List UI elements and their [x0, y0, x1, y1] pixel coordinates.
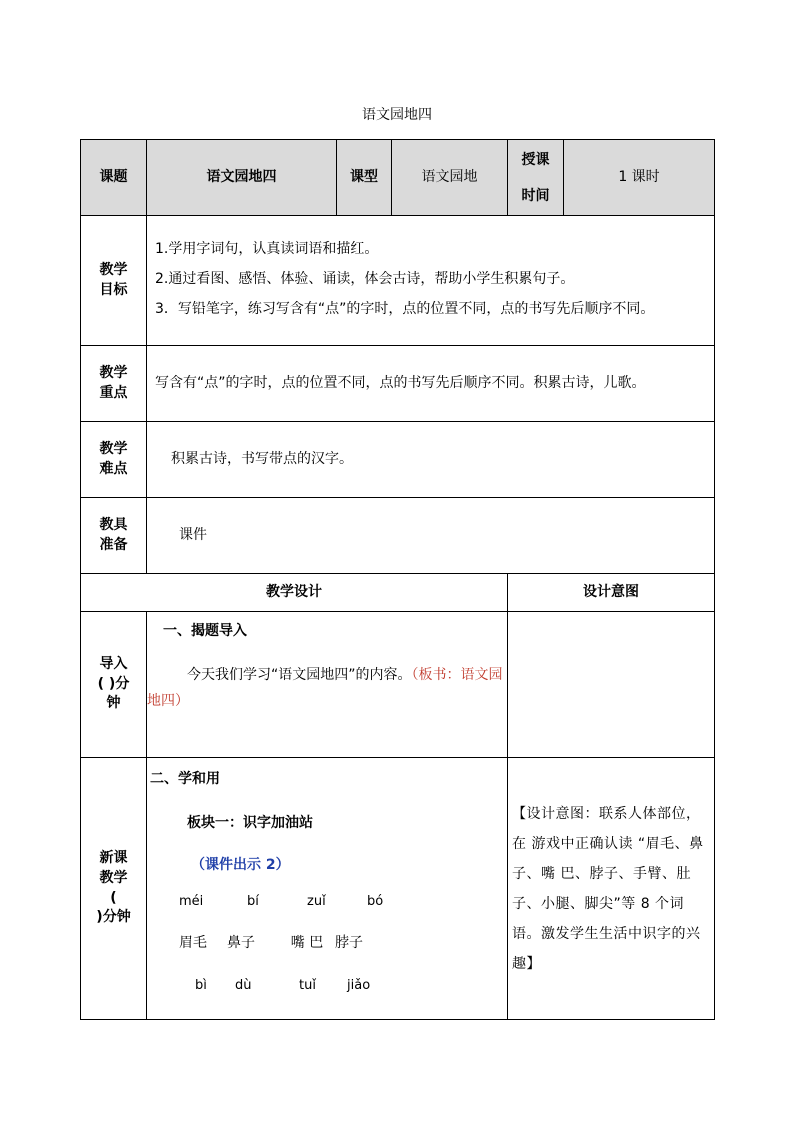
intro-label-line3: 钟: [106, 695, 121, 712]
keypoints-label-line1: 教学: [99, 364, 128, 381]
pinyin: bó: [367, 894, 384, 909]
newlesson-label-line2: 教学: [99, 869, 128, 886]
tools-label-line1: 教具: [99, 516, 128, 533]
goals-label-line1: 教学: [99, 261, 128, 278]
difficulties-text: 积累古诗，书写带点的汉字。: [147, 422, 715, 498]
newlesson-label-line4: )分钟: [96, 909, 131, 926]
block-title: 板块一：识字加油站: [187, 815, 313, 831]
intro-label-line1: 导入: [99, 656, 128, 673]
tools-label-line2: 准备: [99, 536, 128, 553]
intro-intent: [508, 612, 715, 758]
goal-item: 1.学用字词句，认真读词语和描红。: [155, 240, 379, 257]
type-value: 语文园地: [392, 140, 508, 216]
time-label: [508, 140, 564, 216]
tools-row: [81, 498, 715, 574]
newlesson-heading: 二、学和用: [150, 771, 220, 787]
tools-label: [81, 498, 147, 574]
goals-row: [81, 216, 715, 346]
newlesson-label-line1: 新课: [99, 850, 128, 867]
goals-label-line2: 目标: [99, 281, 128, 298]
design-header-row: [81, 574, 715, 612]
header-row: [81, 140, 715, 216]
pinyin: zuǐ: [307, 894, 326, 909]
word: 脖子: [335, 935, 363, 951]
topic-value: 语文园地四: [147, 140, 337, 216]
time-label-line1: 授课: [521, 151, 550, 168]
pinyin-row-2: [147, 976, 507, 996]
time-value: 1 课时: [564, 140, 715, 216]
intro-text: 今天我们学习“语文园地四”的内容。: [187, 667, 412, 683]
pinyin: méi: [179, 894, 204, 909]
newlesson-intent: 【设计意图：联系人体部位，在 游戏中正确认读 “眉毛、鼻子、嘴 巴、脖子、手臂、肚子、小腿、脚尖”等 8 个词语。激发学生生活中识字的兴趣】: [508, 758, 715, 1020]
intro-heading: 一、揭题导入: [163, 623, 247, 639]
intent-header: 设计意图: [508, 574, 715, 612]
design-header: 教学设计: [81, 574, 508, 612]
intro-board-note: （板书：语文园地四）: [147, 667, 503, 709]
tools-text: 课件: [147, 498, 715, 574]
pinyin: dù: [235, 978, 252, 993]
word: 鼻子: [227, 935, 255, 951]
intro-content: [147, 612, 508, 758]
pinyin: tuǐ: [299, 978, 316, 993]
word: 嘴 巴: [290, 935, 324, 951]
topic-label: 课题: [81, 140, 147, 216]
pinyin: bì: [195, 978, 207, 993]
goal-item: 3．写铅笔字，练习写含有“点”的字时，点的位置不同，点的书写先后顺序不同。: [155, 300, 655, 317]
newlesson-label-line3: (: [110, 889, 117, 906]
intro-row: [81, 612, 715, 758]
newlesson-content: [147, 758, 508, 1020]
newlesson-label: [81, 758, 147, 1020]
intro-paragraph: [147, 662, 505, 714]
keypoints-text: 写含有“点”的字时，点的位置不同，点的书写先后顺序不同。积累古诗，儿歌。: [147, 346, 715, 422]
goals-content: [147, 216, 715, 346]
goal-item: 2.通过看图、感悟、体验、诵读，体会古诗，帮助小学生积累句子。: [155, 270, 575, 287]
words-row-1: [147, 932, 507, 954]
lesson-plan-table: [80, 139, 715, 1020]
pinyin: bí: [247, 894, 259, 909]
courseware-note: （课件出示 2）: [191, 857, 290, 873]
goals-label: [81, 216, 147, 346]
time-label-line2: 时间: [521, 187, 550, 204]
keypoints-row: [81, 346, 715, 422]
document-title: 语文园地四: [362, 107, 432, 123]
pinyin: jiǎo: [347, 978, 371, 993]
type-label: 课型: [337, 140, 392, 216]
intro-label-line2: ( )分: [97, 675, 130, 692]
intro-label: [81, 612, 147, 758]
keypoints-label-line2: 重点: [99, 384, 128, 401]
difficulties-row: [81, 422, 715, 498]
difficulties-label: [81, 422, 147, 498]
keypoints-label: [81, 346, 147, 422]
word: 眉毛: [179, 935, 207, 951]
newlesson-row: [81, 758, 715, 1020]
difficulties-label-line1: 教学: [99, 440, 128, 457]
difficulties-label-line2: 难点: [99, 460, 128, 477]
pinyin-row-1: [147, 892, 507, 912]
